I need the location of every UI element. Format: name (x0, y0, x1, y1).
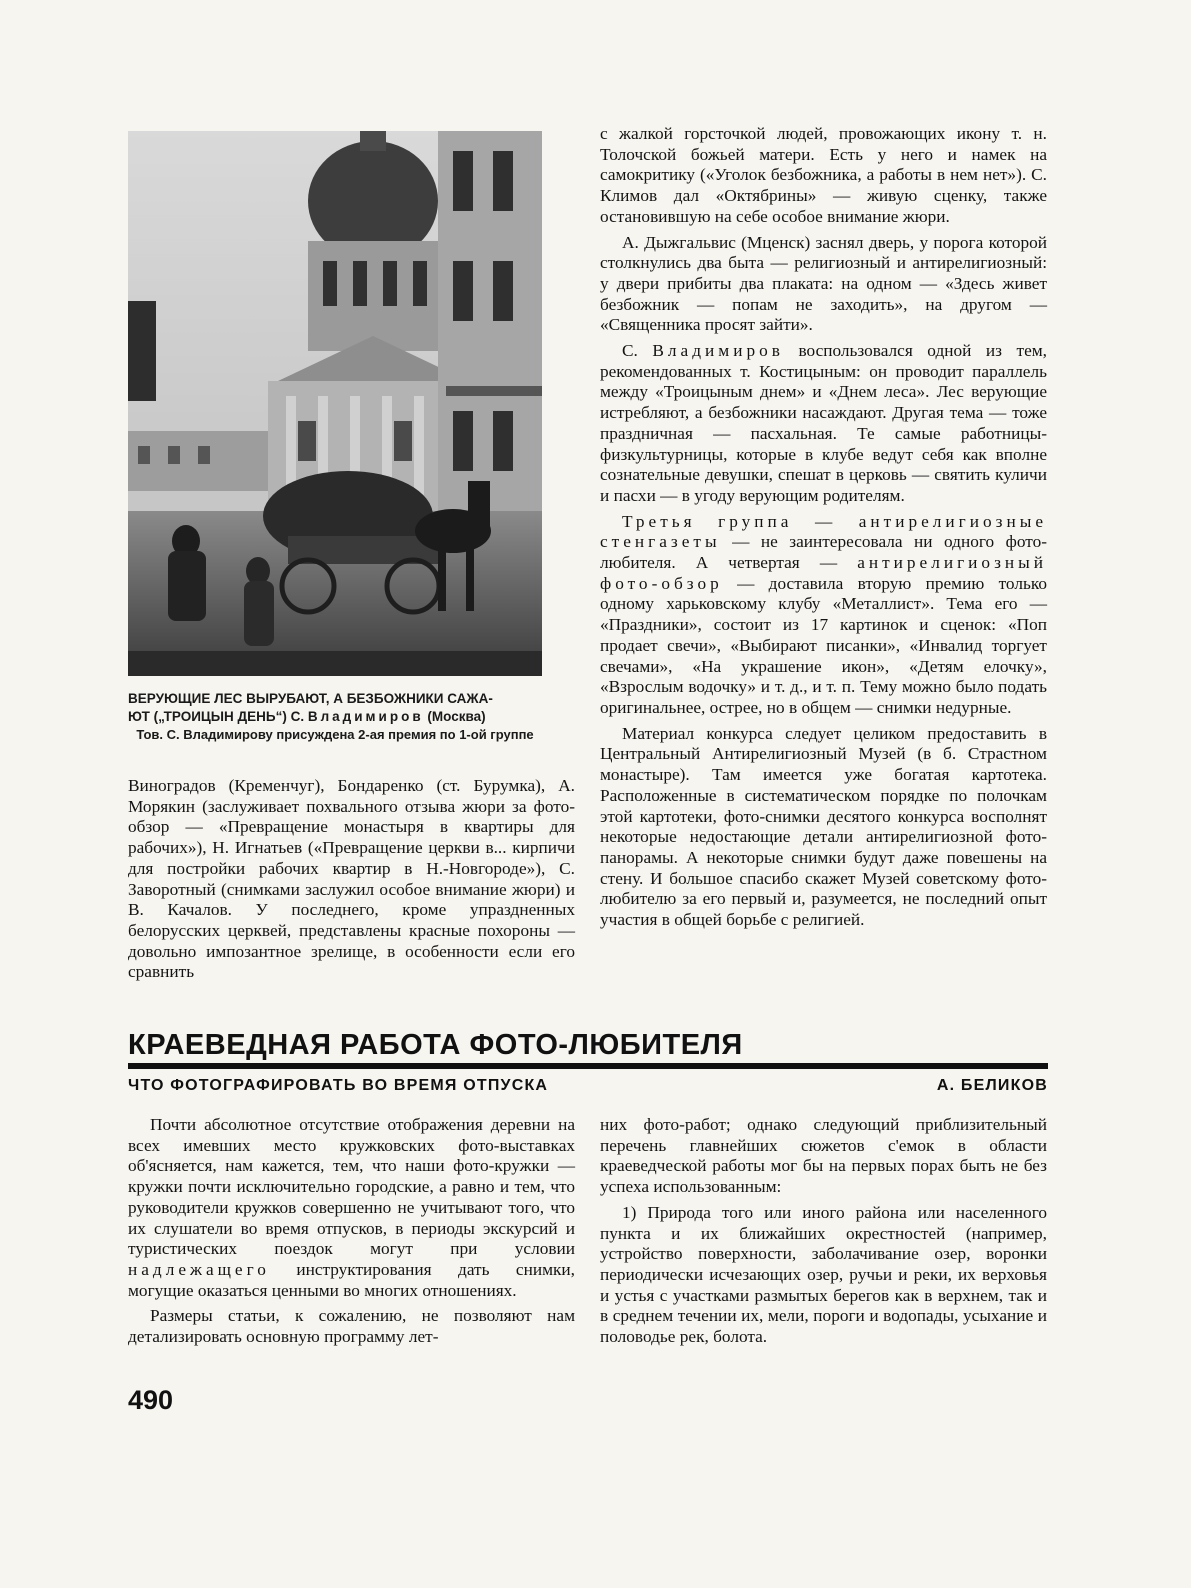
page-number: 490 (128, 1385, 174, 1415)
paragraph (128, 1115, 575, 1301)
lower-right-column (600, 1115, 1047, 1348)
caption-line-3: Тов. С. Владимирову присуждена 2-ая премия по 1-ой группе (136, 727, 534, 742)
heading-rule (128, 1063, 1048, 1069)
street-scene-photo (128, 131, 542, 676)
section-title: КРАЕВЕДНАЯ РАБОТА ФОТО-ЛЮБИТЕЛЯ (128, 1029, 743, 1061)
paragraph: с жалкой горсточкой людей, провожающих икону т. н. Толочской божьей матери. Есть у него и намек на самокритику («Уголок безбожника, а работы в нем нет»). С. Климов дал «Октябрины» — живую сценку, также остановившую на себе особое внимание жюри. (600, 124, 1047, 226)
paragraph: А. Дыжгальвис (Мценск) заснял дверь, у порога которой столкнулись два быта — религиозный и антирелигиозный: у двери прибиты два плаката: на одном — «Здесь живет безбожник — попам не заходить», на другом — «Священника просят зайти». (600, 232, 1047, 335)
lower-left-column (128, 1115, 575, 1348)
paragraph: Размеры статьи, к сожалению, не позволяют нам детализировать основную программу лет- (128, 1306, 575, 1347)
section-subtitle: ЧТО ФОТОГРАФИРОВАТЬ ВО ВРЕМЯ ОТПУСКА (128, 1077, 549, 1094)
photo-caption (128, 690, 542, 744)
paragraph: 1) Природа того или иного района или населенного пункта и их ближайших окрестностей (например, устройство поверхности, заболачивание озер, воронки периодически исчезающих озер, ручьи и реки, их верховья и устья с участками размытых берегов как в верхнем, так и в среднем течении их, мели, пороги и водопады, усыхание и половодье рек, болота. (600, 1202, 1047, 1347)
text-span: Почти абсолютное отсутствие отображения деревни на всех имевших место кружковских фото-выставках об'ясняется, нам кажется, тем, что наши фото-кружки — кружки почти исключительно городские, а равно и тем, что руководители кружков совершенно не учитывают того, что их слушатели во время отпусков, в периоды экскурсий и туристических поездок могут при условии (128, 1115, 575, 1259)
spaced-text: Третья группа — антирелигиозные стенгазеты (600, 511, 1047, 552)
caption-city: (Москва) (427, 709, 486, 724)
church-street-illustration (128, 131, 542, 676)
text-span: воспользовался одной из тем, рекомендованных т. Костицыным: он проводит параллель между «Троицыным днем» и «Днем леса». Лес верующие истребляют, а безбожники насаждают. Другая тема — тоже праздничная — пасхальная. Те самые работницы-физкультурницы, которые в клубе ведут себя как вполне сознательные девушки, спешат в церковь — святить куличи и пасхи — в угоду верующим родителям. (600, 341, 1047, 505)
paragraph: них фото-работ; однако следующий приблизительный перечень главнейших сюжетов с'емок в области краеведческой работы мог бы на первых порах быть не без успеха использованным: (600, 1115, 1047, 1197)
paragraph (600, 512, 1047, 719)
paragraph (600, 341, 1047, 507)
caption-line-2 (128, 708, 542, 726)
paragraph: Материал конкурса следует целиком предоставить в Центральный Антирелигиозный Музей (в б. Страстном монастыре). Там имеется уже богатая картотека. Расположенные в систематическом порядке по полочкам этой картотеки, фото-снимки десятого конкурса восполнят некоторые недостающие детали антирелигиозной фото-панорамы. А некоторые снимки будут даже повешены на стену. И большое спасибо скажет Музей советскому фото-любителю за его первый и, разумеется, не последний опыт участия в общей борьбе с религией. (600, 723, 1047, 930)
text-span: — доставила вторую премию только одному харьковскому клубу «Металлист». Тема его — «Праздники», состоит из 17 картинок и сценок: «Поп продает свечи», «Выбирают писанки», «Инвалид торгует свечами», «На украшение икон», «Детям елочку», «Взрослым водочку» и т. д., и т. п. Тему можно было подать оригинальнее, острее, но в общем — снимки недурные. (600, 573, 1047, 717)
upper-right-column (600, 124, 1047, 931)
caption-line-1: ВЕРУЮЩИЕ ЛЕС ВЫРУБАЮТ, А БЕЗБОЖНИКИ САЖА- (128, 691, 493, 706)
article-author: А. БЕЛИКОВ (936, 1077, 1048, 1094)
paragraph: Виноградов (Кременчуг), Бондаренко (ст. Бурумка), А. Морякин (заслуживает похвального отзыва жюри за фото-обзор — «Превращение монастыря в квартиры для рабочих»), Н. Игнатьев («Превращение церкви в... кирпичи для постройки рабочих квартир в Н.-Новгороде»), С. Заворотный (снимками заслужил особое внимание жюри) и В. Качалов. У последнего, кроме упраздненных белорусских церквей, представлены красные похороны — довольно импозантное зрелище, в особенности если его сравнить (128, 776, 575, 982)
text-span: инструктирования дать снимки, могущие оказаться ценными во многих отношениях. (128, 1259, 575, 1300)
text-span: С. (622, 341, 638, 361)
section-subtitle-row (128, 1077, 1048, 1095)
caption-author-name: Владимиров (307, 709, 424, 724)
upper-left-column (128, 776, 575, 983)
spaced-text: антирелигиозный фото-обзор (600, 553, 1047, 593)
spaced-text: надлежащего (128, 1259, 270, 1279)
text-span: — не заинтересовала ни одного фото-любителя. А четвертая — (600, 532, 1047, 573)
caption-line-2-start: ЮТ („ТРОИЦЫН ДЕНЬ“) С. (128, 709, 305, 724)
spaced-name: Владимиров (652, 341, 784, 361)
